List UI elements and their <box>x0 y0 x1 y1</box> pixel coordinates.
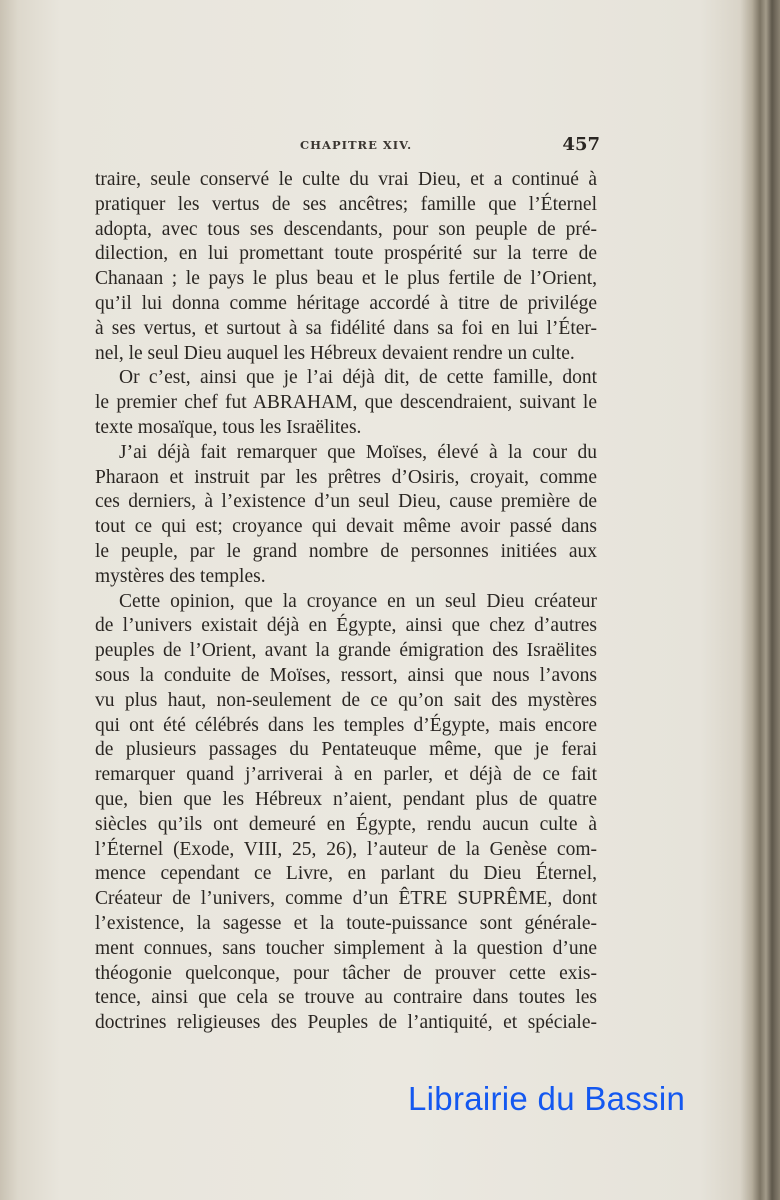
text-line: adopta, avec tous ses descendants, pour son peuple de pré- <box>95 218 597 240</box>
text-line: traire, seule conservé le culte du vrai Dieu, et a continué à <box>95 169 597 190</box>
text-line: siècles qu’ils ont demeuré en Égypte, rendu aucun culte à <box>95 813 597 835</box>
text-line: texte mosaïque, tous les Israëlites. <box>95 416 362 438</box>
text-line: doctrines religieuses des Peuples de l’antiquité, et spéciale- <box>95 1012 597 1034</box>
text-line: qui ont été célébrés dans les temples d’Égypte, mais encore <box>95 714 597 736</box>
text-line: le premier chef fut ABRAHAM, que descendraient, suivant le <box>95 392 597 414</box>
text-line: de plusieurs passages du Pentateuque même, que je ferai <box>95 739 597 761</box>
text-line: dilection, en lui promettant toute prospérité sur la terre de <box>95 243 597 265</box>
watermark: Librairie du Bassin <box>408 1080 686 1117</box>
text-line: Créateur de l’univers, comme d’un ÊTRE SUPRÊME, dont <box>95 888 597 910</box>
text-line: Chanaan ; le pays le plus beau et le plus fertile de l’Orient, <box>95 268 597 290</box>
page-header <box>95 134 600 158</box>
text-line: Cette opinion, que la croyance en un seul Dieu créateur <box>119 590 597 612</box>
text-line: mence cependant ce Livre, en parlant du Dieu Éternel, <box>95 863 597 885</box>
page-number: 457 <box>562 134 600 155</box>
text-line: ment connues, sans toucher simplement à la question d’une <box>95 937 597 959</box>
text-line: J’ai déjà fait remarquer que Moïses, élevé à la cour du <box>119 441 597 463</box>
text-line: théogonie quelconque, pour tâcher de prouver cette exis- <box>95 962 597 984</box>
text-line: Or c’est, ainsi que je l’ai déjà dit, de cette famille, dont <box>119 367 597 389</box>
text-line: à ses vertus, et surtout à sa fidélité dans sa foi en lui l’Éter- <box>95 317 597 339</box>
text-line: sous la conduite de Moïses, ressort, ainsi que nous l’avons <box>95 664 597 686</box>
text-line: mystères des temples. <box>95 565 266 587</box>
text-line: le peuple, par le grand nombre de personnes initiées aux <box>95 540 597 562</box>
text-line: l’existence, la sagesse et la toute-puissance sont générale- <box>95 912 597 934</box>
text-line: pratiquer les vertus de ses ancêtres; famille que l’Éternel <box>95 193 597 215</box>
text-line: vu plus haut, non-seulement de ce qu’on sait des mystères <box>95 689 597 711</box>
text-line: de l’univers existait déjà en Égypte, ainsi que chez d’autres <box>95 615 597 637</box>
text-line: tout ce qui est; croyance qui devait même avoir passé dans <box>95 516 597 538</box>
text-line: l’Éternel (Exode, VIII, 25, 26), l’auteur de la Genèse com- <box>95 838 597 860</box>
text-line: nel, le seul Dieu auquel les Hébreux devaient rendre un culte. <box>95 342 575 364</box>
text-line: peuples de l’Orient, avant la grande émigration des Israëlites <box>95 640 597 662</box>
text-line: remarquer quand j’arriverai à en parler, et déjà de ce fait <box>95 764 597 786</box>
text-line: que, bien que les Hébreux n’aient, pendant plus de quatre <box>95 788 597 810</box>
text-line: ces derniers, à l’existence d’un seul Dieu, cause première de <box>95 491 597 513</box>
text-line: Pharaon et instruit par les prêtres d’Osiris, croyait, comme <box>95 466 597 488</box>
running-title: CHAPITRE XIV. <box>300 138 413 152</box>
text-line: tence, ainsi que cela se trouve au contraire dans toutes les <box>95 987 597 1009</box>
text-line: qu’il lui donna comme héritage accordé à titre de privilége <box>95 292 597 314</box>
page-body <box>95 168 597 1036</box>
